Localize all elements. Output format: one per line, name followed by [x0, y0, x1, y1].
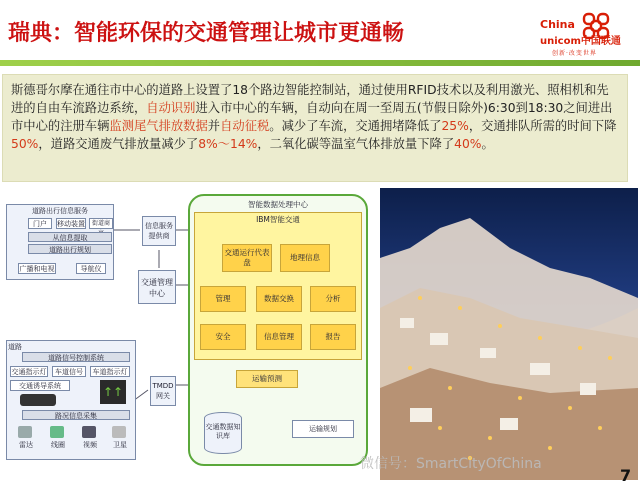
induction-system-box: 交通诱导系统 [10, 380, 70, 391]
signal-arrow-icon: ↑↑ [100, 380, 126, 404]
ibm-cell-analysis: 分析 [310, 286, 356, 312]
body-text: 斯德哥尔摩在通往市中心的道路上设置了18个路边智能控制站，通过使用RFID技术以及利用激光、照相机和先进的自由车流路边系统， [11, 83, 609, 115]
ibm-cell-report: 报告 [310, 324, 356, 350]
tmdd-gateway-box: TMDD网关 [150, 376, 176, 406]
navigator-box: 导航仪 [76, 263, 106, 274]
knowledge-base-cylinder [204, 412, 242, 454]
logo-brand-unicom: unicom中国联通 [540, 36, 621, 47]
body-text: 并 [207, 119, 221, 133]
page-title: 瑞典：智能环保的交通管理让城市更通畅 [8, 21, 405, 46]
radar-icon [18, 426, 32, 438]
body-text: ，交通排队所需的时间下降 [468, 119, 617, 133]
road-info-service-label: 道路出行信息服务 [32, 207, 88, 215]
body-text: 。 [481, 137, 494, 151]
transport-plan-box: 运输规划 [292, 420, 354, 438]
ibm-cell-info-manage: 信息管理 [256, 324, 302, 350]
body-text: ，道路交通废气排放量减少了 [38, 137, 199, 151]
highlight-auto-tax: 自动征税 [220, 119, 270, 133]
highlight-congestion-stat: 25% [441, 119, 469, 133]
info-provider-box: 信息服务提供商 [142, 216, 176, 246]
highlight-emission-monitor: 监测尾气排放数据 [109, 119, 208, 133]
page-number: 7 [620, 466, 632, 485]
summary-paragraph [2, 74, 628, 182]
radar-label: 雷达 [19, 441, 33, 449]
architecture-diagram [4, 190, 372, 478]
from-info-bar: 从信息提取 [28, 232, 112, 242]
highlight-co2-stat: 40% [454, 137, 482, 151]
satellite-label: 卫星 [113, 441, 127, 449]
wechat-watermark: 微信号：SmartCityOfChina [360, 456, 542, 472]
video-label: 视频 [83, 441, 97, 449]
traffic-center-box: 交通管理中心 [138, 270, 176, 304]
data-collect-bar: 路况信息采集 [22, 410, 130, 420]
knowledge-base-label: 交通数据知识库 [205, 423, 241, 440]
broadcast-box: 广播和电视 [19, 265, 55, 273]
china-unicom-logo [540, 8, 640, 68]
data-center-title: 智能数据处理中心 [248, 200, 308, 209]
route-plan-bar: 道路出行规划 [28, 244, 112, 254]
road-label: 道路 [8, 343, 22, 351]
body-text: 。减少了车流，交通拥堵降低了 [269, 119, 442, 133]
transport-forecast-box: 运输预测 [236, 370, 298, 388]
loop-label: 线圈 [51, 441, 65, 449]
kiosk-box: 街道商 [89, 218, 113, 229]
ibm-cell-manage: 管理 [200, 286, 246, 312]
city-night-photo [380, 188, 638, 480]
lane-indicator-box: 车道指示灯 [90, 366, 130, 377]
ibm-cell-security: 安全 [200, 324, 246, 350]
ibm-cell-dashboard: 交通运行代表盘 [222, 244, 272, 272]
body-text: 进入市中心的车辆，自动向在周一至周五(节假日除外)6:30到18:30之间进出市中心的注册车辆 [11, 101, 613, 133]
highlight-queue-stat: 50% [11, 137, 39, 151]
lane-signal-box: 车道信号 [52, 366, 86, 377]
highlight-auto-identify: 自动识别 [146, 101, 196, 115]
ibm-cell-exchange: 数据交换 [256, 286, 302, 312]
logo-slogan: 创新·改变世界 [552, 50, 597, 57]
satellite-icon [112, 426, 126, 438]
traffic-light-icon [20, 394, 56, 406]
ibm-cell-geo: 地理信息 [280, 244, 330, 272]
signal-system-bar: 道路信号控制系统 [22, 352, 130, 362]
ibm-panel-title: IBM智能交通 [256, 215, 300, 224]
video-icon [82, 426, 96, 438]
loop-icon [50, 426, 64, 438]
mobile-box: 移动装置 [57, 220, 85, 228]
highlight-exhaust-stat: 8%～14% [198, 137, 258, 151]
traffic-indicator-box: 交通指示灯 [11, 368, 47, 376]
portal-box: 门户 [28, 218, 52, 229]
logo-brand-china: China [540, 18, 575, 31]
body-text: ，二氧化碳等温室气体排放量下降了 [257, 137, 455, 151]
